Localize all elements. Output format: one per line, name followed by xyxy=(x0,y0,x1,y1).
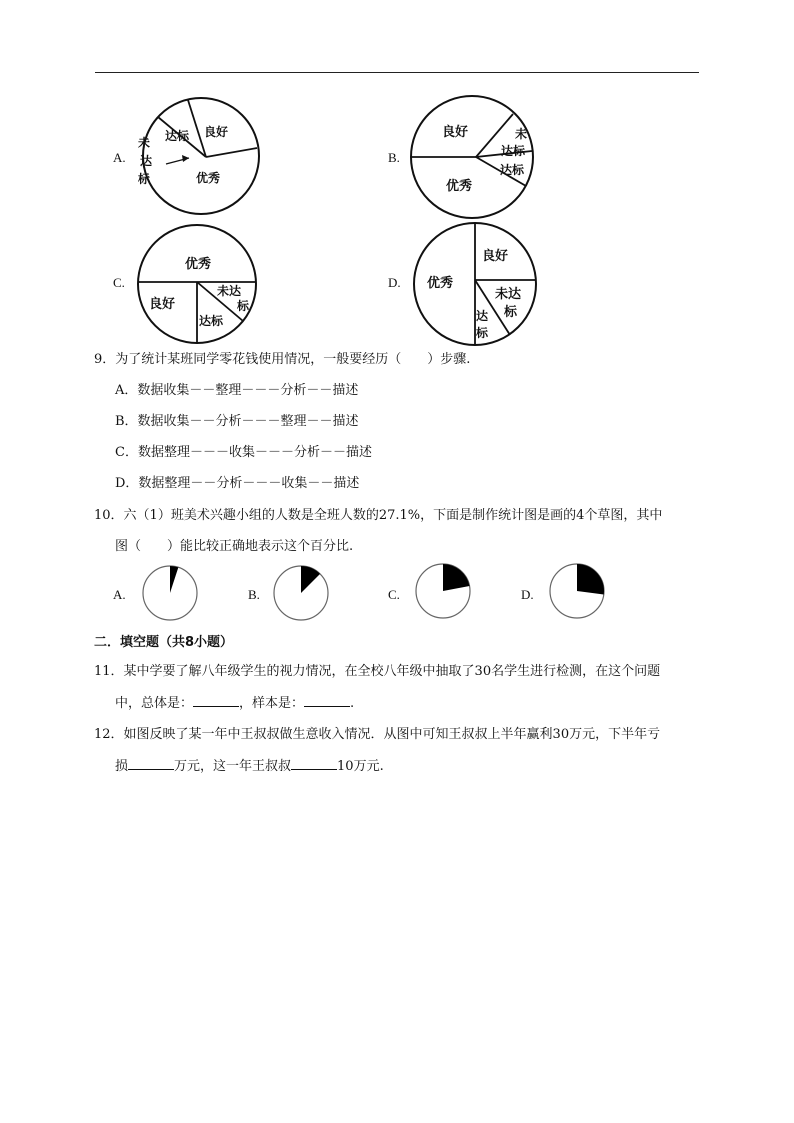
q12-line1: 12．如图反映了某一年中王叔叔做生意收入情况．从图中可知王叔叔上半年赢利30万元，下半年亏 xyxy=(94,727,661,742)
q11-period: . xyxy=(350,696,355,711)
q9-option-c[interactable]: C．数据整理－－－收集－－－分析－－描述 xyxy=(115,445,372,460)
q10-stem-line2: 图（ ）能比较正确地表示这个百分比. xyxy=(115,539,354,554)
q8b-good-text: 良好 xyxy=(442,125,469,140)
q8d-pass-2: 标 xyxy=(476,326,489,340)
q11-line1: 11．某中学要了解八年级学生的视力情况，在全校八年级中抽取了30名学生进行检测，在这个问题 xyxy=(94,664,661,679)
q8-option-c-pie[interactable] xyxy=(135,224,259,344)
q8b-fail-dabiao: 达标 xyxy=(501,144,526,158)
q10-option-d-label[interactable]: D. xyxy=(521,587,534,602)
q8a-fail-3: 标 xyxy=(138,172,151,186)
q8-option-b-label[interactable]: B. xyxy=(388,150,400,165)
q9-option-a[interactable]: A．数据收集－－整理－－－分析－－描述 xyxy=(115,383,359,398)
q8b-fail-wei: 未 xyxy=(515,127,528,141)
q11-population-blank[interactable] xyxy=(193,693,239,707)
q10-option-d-slice xyxy=(577,564,604,595)
q8a-excellent-text: 优秀 xyxy=(196,171,221,185)
section-fill-in-title: 二．填空题（共8小题） xyxy=(94,635,234,650)
q10-option-a-label[interactable]: A. xyxy=(113,587,126,602)
q12-mid-label: 万元，这一年王叔叔 xyxy=(174,759,292,774)
q8c-fail-text: 未达 xyxy=(217,284,242,298)
q8a-good-text: 良好 xyxy=(204,125,229,139)
q8d-fail-biao: 标 xyxy=(504,305,518,320)
q11-population-label: 中，总体是： xyxy=(115,696,194,711)
q8-option-d-label[interactable]: D. xyxy=(388,275,401,290)
q11-sample-blank[interactable] xyxy=(304,693,350,707)
q8-option-a-pie[interactable] xyxy=(136,96,266,216)
q8b-excellent-text: 优秀 xyxy=(446,179,473,194)
q9-option-d[interactable]: D．数据整理－－分析－－－收集－－描述 xyxy=(115,476,360,491)
q8b-pass-text: 达标 xyxy=(500,163,525,177)
q8d-pass-1: 达 xyxy=(476,309,489,323)
q11-line2 xyxy=(115,693,354,714)
q12-tail-label: 10万元. xyxy=(337,759,384,774)
header-rule xyxy=(95,72,699,73)
q10-option-c-label[interactable]: C. xyxy=(388,587,400,602)
q9-option-b[interactable]: B．数据收集－－分析－－－整理－－描述 xyxy=(115,414,359,429)
q8a-fail-1: 未 xyxy=(138,136,151,150)
q8-option-b-pie[interactable] xyxy=(408,94,538,220)
q8a-fail-2: 达 xyxy=(140,154,153,168)
q8-option-d-pie[interactable] xyxy=(410,220,540,348)
q8c-fail-biao: 标 xyxy=(237,299,250,313)
q8d-fail-text: 未达 xyxy=(495,287,522,302)
q12-line2 xyxy=(115,756,384,777)
q12-result-blank[interactable] xyxy=(291,756,337,770)
q8c-pass-text: 达标 xyxy=(199,314,224,328)
q8c-good-text: 良好 xyxy=(149,297,176,312)
q10-option-d-pie[interactable] xyxy=(547,561,607,621)
q10-option-a-pie[interactable] xyxy=(140,563,200,623)
q10-option-b-pie[interactable] xyxy=(271,563,331,623)
q8-option-c-label[interactable]: C. xyxy=(113,275,125,290)
q8-option-a-label[interactable]: A. xyxy=(113,150,126,165)
q8d-excellent-text: 优秀 xyxy=(427,276,454,291)
q10-option-b-label[interactable]: B. xyxy=(248,587,260,602)
q8a-pass-text: 达标 xyxy=(165,129,190,143)
q10-option-c-pie[interactable] xyxy=(413,561,473,621)
q10-stem-line1: 10．六（1）班美术兴趣小组的人数是全班人数的27.1%，下面是制作统计图是画的4个草图，其中 xyxy=(94,508,663,523)
q12-loss-label: 损 xyxy=(115,759,129,774)
q11-sample-label: ，样本是： xyxy=(239,696,305,711)
q12-loss-blank[interactable] xyxy=(128,756,174,770)
q8d-good-text: 良好 xyxy=(482,249,509,264)
q8c-excellent-text: 优秀 xyxy=(185,257,212,272)
q9-stem: 9．为了统计某班同学零花钱使用情况，一般要经历（ ）步骤. xyxy=(94,352,471,367)
